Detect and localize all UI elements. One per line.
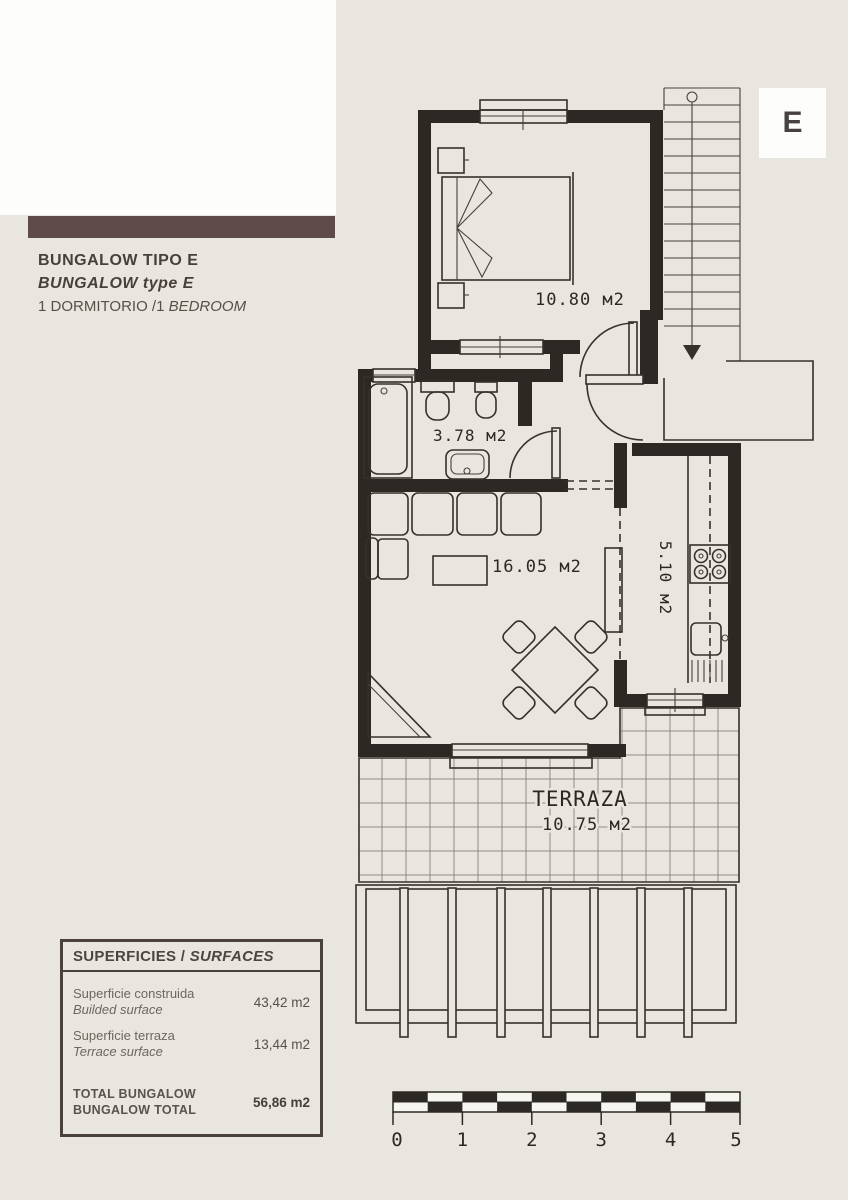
row-value: 13,44 m2 — [253, 1036, 310, 1052]
scale-label-4: 4 — [664, 1129, 677, 1151]
surfaces-title-en: SURFACES — [189, 948, 274, 965]
entrance-door — [586, 375, 643, 384]
sofa-cushion — [368, 493, 408, 535]
unit-type-letter: E — [782, 106, 803, 139]
bathroom-door — [552, 428, 560, 478]
nightstand — [438, 148, 464, 173]
kitchen-area-label: 5.10 м2 — [656, 540, 675, 616]
row-value: 43,42 m2 — [253, 994, 310, 1010]
toilet — [421, 381, 454, 392]
corner-unit — [368, 673, 430, 737]
living-area-label: 16.05 м2 — [492, 557, 582, 577]
sofa-cushion — [457, 493, 497, 535]
sofa-cushion — [501, 493, 541, 535]
table-row — [73, 1028, 310, 1060]
living-furniture — [366, 493, 622, 737]
stair-start-marker — [687, 92, 697, 102]
bathroom-area-label: 3.78 м2 — [433, 426, 508, 445]
sofa-chaise — [378, 539, 408, 579]
bedroom-window — [480, 100, 567, 110]
total-label-es: TOTAL BUNGALOW — [73, 1087, 196, 1101]
entry-landing-outline — [664, 361, 813, 440]
bathtub — [364, 377, 412, 478]
surfaces-table-header — [63, 942, 320, 972]
total-label-en: BUNGALOW TOTAL — [73, 1103, 197, 1117]
scale-bar — [391, 1092, 741, 1151]
kitchen-sink — [691, 623, 721, 655]
row-label-es: Superficie terraza — [73, 1028, 175, 1043]
scale-label-1: 1 — [456, 1129, 469, 1151]
surfaces-table — [60, 939, 323, 1137]
kitchen-fixtures — [688, 456, 730, 683]
bedroom-area-label: 10.80 м2 — [535, 290, 625, 310]
bedroom-count-en: BEDROOM — [168, 298, 247, 315]
page-subtitle: BUNGALOW type E — [38, 275, 194, 292]
terrace-area-label: 10.75 м2 — [542, 815, 632, 835]
bedroom-count-es: 1 DORMITORIO /1 — [38, 298, 165, 315]
surfaces-title-es: SUPERFICIES / — [73, 948, 186, 965]
row-label-es: Superficie construida — [73, 986, 195, 1001]
staircase — [664, 88, 813, 440]
scale-label-3: 3 — [595, 1129, 607, 1151]
bed — [442, 177, 570, 280]
row-label-en: Builded surface — [73, 1002, 163, 1017]
nightstand — [438, 283, 464, 308]
bedroom-door — [629, 322, 637, 377]
table-row — [73, 986, 310, 1018]
stair-direction-arrow — [683, 345, 701, 360]
coffee-table — [433, 556, 487, 585]
table-total-row — [73, 1086, 310, 1118]
total-value: 56,86 m2 — [252, 1094, 310, 1110]
row-label-en: Terrace surface — [73, 1044, 163, 1059]
terrace-title: TERRAZA — [532, 787, 628, 811]
pergola — [356, 885, 736, 1037]
scale-label-2: 2 — [526, 1129, 538, 1151]
scale-label-5: 5 — [730, 1129, 742, 1151]
sofa-cushion — [412, 493, 453, 535]
scale-label-0: 0 — [391, 1129, 403, 1151]
page-title: BUNGALOW TIPO E — [38, 252, 199, 269]
bedroom-furniture — [438, 148, 573, 308]
bidet — [475, 382, 497, 392]
drainboard — [692, 660, 722, 682]
dining-table — [512, 627, 598, 713]
